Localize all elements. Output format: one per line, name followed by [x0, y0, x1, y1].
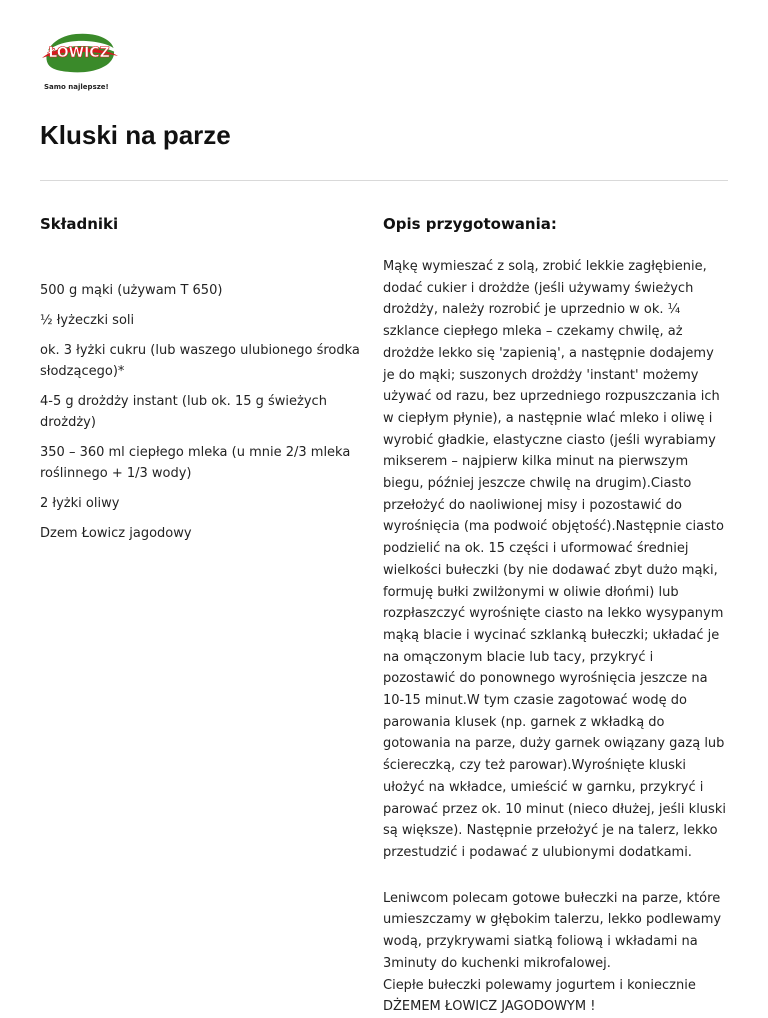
preparation-paragraph: Mąkę wymieszać z solą, zrobić lekkie zagłębienie, dodać cukier i drożdże (jeśli używamy świeżych drożdży, należy rozrobić je uprzednio w ok. ¼ szklance ciepłego mleka – czekamy chwilę, aż drożdże lekko się 'zapienią', a następnie dodajemy je do mąki; suszonych drożdży 'instant' możemy używać od razu, bez uprzedniego rozpuszczania ich w ciepłym płynie), a następnie wlać mleko i oliwę i wyrobić gładkie, elastyczne ciasto (jeśli wyrabiamy mikserem – najpierw kilka minut na pierwszym biegu, później jeszcze chwilę na drugim).Ciasto przełożyć do naoliwionej misy i pozostawić do wyrośnięcia (ma podwoić objętość).Następnie ciasto podzielić na ok. 15 części i uformować średniej wielkości bułeczki (by nie dodawać zbyt dużo mąki, formuję bułki zwilżonymi w oliwie dłońmi) lub rozpłaszczyć wyrośnięte ciasto na lekko wysypanym mąką blacie i wycinać szklanką bułeczki; układać je na omączonym blacie lub tacy, przykryć i pozostawić do ponownego wyrośnięcia jeszcze na 10-15 minut.W tym czasie zagotować wodę do parowania klusek (np. garnek z wkładką do gotowania na parze, duży garnek owiązany gazą lub ściereczką, czy też parowar).Wyrośnięte kluski ułożyć na wkładce, umieścić w garnku, przykryć i parować przez ok. 10 minut (nieco dłużej, jeśli kluski są większe). Następnie przełożyć je na talerz, lekko przestudzić i podawać z ulubionymi dodatkami. — [383, 259, 726, 860]
ingredient-item: 4-5 g drożdży instant (lub ok. 15 g świeżych drożdży) — [40, 394, 327, 430]
ingredients-section — [40, 212, 370, 553]
ingredient-item: 500 g mąki (używam T 650) — [40, 283, 223, 298]
ingredient-item: 350 – 360 ml ciepłego mleka (u mnie 2/3 mleka roślinnego + 1/3 wody) — [40, 445, 351, 481]
preparation-section — [383, 212, 728, 1018]
page-title: Kluski na parze — [40, 120, 231, 150]
ingredient-item: Dzem Łowicz jagodowy — [40, 526, 192, 541]
lowicz-logo — [40, 30, 120, 76]
ingredient-item: 2 łyżki oliwy — [40, 496, 120, 511]
ingredients-list — [40, 280, 370, 544]
logo-wordmark: ŁOWICZ — [48, 45, 110, 61]
ingredients-heading: Składniki — [40, 215, 119, 233]
logo-emblem-icon — [40, 30, 120, 76]
preparation-heading: Opis przygotowania: — [383, 215, 557, 233]
ingredient-item: ok. 3 łyżki cukru (lub waszego ulubionego środka słodzącego)* — [40, 343, 360, 379]
brand-tagline: Samo najlepsze! — [44, 83, 109, 91]
serving-tip-paragraph: Leniwcom polecam gotowe bułeczki na parze, które umieszczamy w głębokim talerzu, lekko podlewamy wodą, przykrywami siatką foliową i wkładami na 3minuty do kuchenki mikrofalowej. Ciepłe bułeczki polewamy jogurtem i koniecznie DŻEMEM ŁOWICZ JAGODOWYM ! — [383, 890, 722, 1015]
title-divider — [40, 180, 728, 181]
ingredient-item: ½ łyżeczki soli — [40, 313, 135, 328]
